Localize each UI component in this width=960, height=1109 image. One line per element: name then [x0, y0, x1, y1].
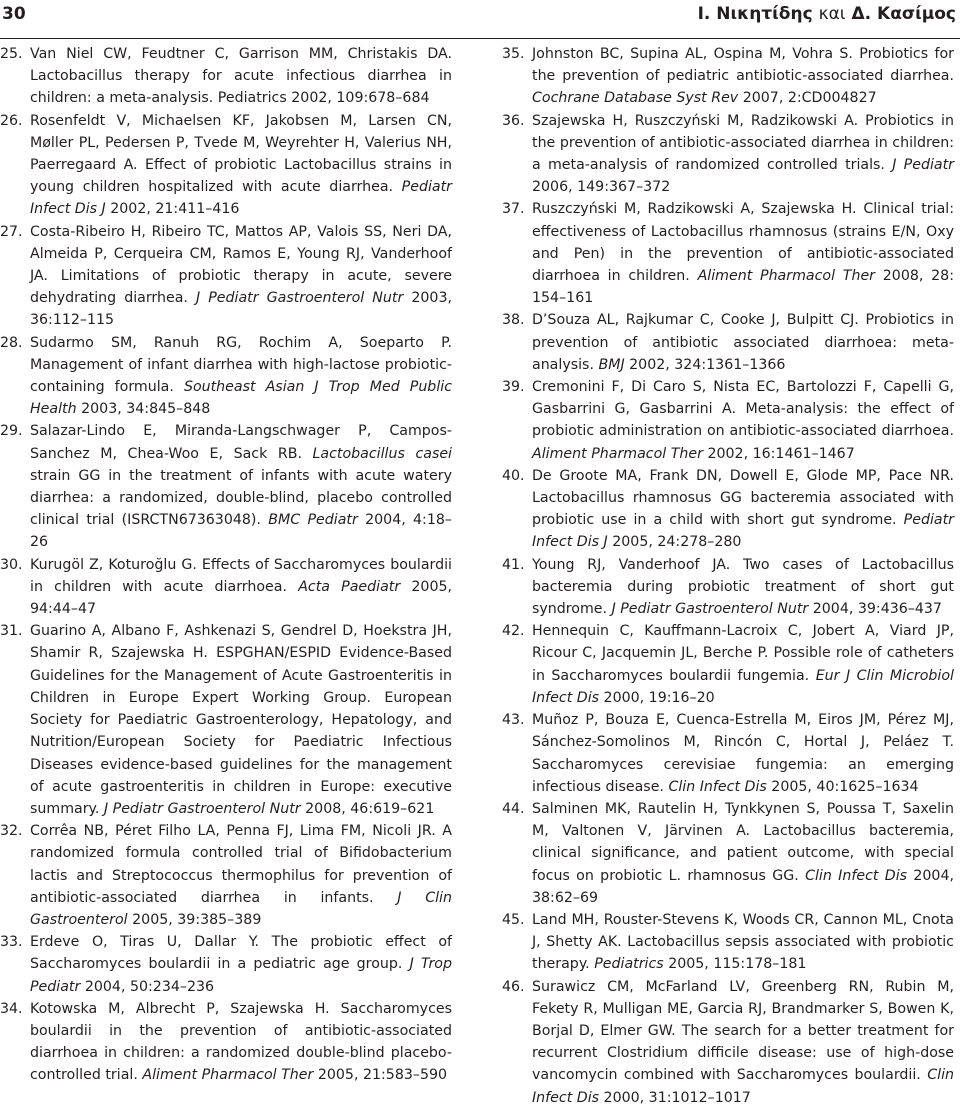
- reference-text: Land MH, Rouster-Stevens K, Woods CR, Cannon ML, Cnota J, Shetty AK. Lactobacillus sepsis associated with probiotic therapy.: [532, 911, 954, 973]
- reference-number: 39.: [502, 379, 525, 396]
- reference-item: [0, 420, 452, 553]
- reference-journal: J Pediatr: [892, 157, 955, 174]
- reference-number: 46.: [502, 978, 525, 995]
- reference-number: 36.: [502, 112, 525, 129]
- reference-number: 28.: [0, 334, 23, 351]
- reference-journal: Cochrane Database Syst Rev: [532, 90, 739, 107]
- reference-text: Sudarmo SM, Ranuh RG, Rochim A, Soeparto P. Management of infant diarrhea with high-lactose probiotic-containing formula.: [30, 334, 452, 396]
- reference-number: 41.: [502, 556, 525, 573]
- reference-text: Hennequin C, Kauffmann-Lacroix C, Jobert A, Viard JP, Ricour C, Jacquemin JL, Berche P. Possible role of catheters in Saccharomyces boulardii fungemia.: [532, 623, 954, 684]
- reference-number: 42.: [502, 623, 525, 640]
- reference-item: [502, 554, 954, 621]
- reference-text: Szajewska H, Ruszczyński M, Radzikowski A. Probiotics in the prevention of antibiotic-associated diarrhea in children: a meta-analysis of randomized controlled trials.: [532, 112, 954, 174]
- reference-number: 34.: [0, 1000, 23, 1017]
- reference-journal: J Pediatr Gastroenterol Nutr: [103, 800, 301, 817]
- reference-item: [502, 198, 954, 309]
- reference-journal: J Pediatr Gastroenterol Nutr: [196, 290, 404, 307]
- reference-number: 33.: [0, 934, 23, 951]
- reference-number: 25.: [0, 46, 23, 62]
- author-second: Δ. Κασίμος: [851, 4, 956, 24]
- reference-journal: Southeast Asian J Trop Med Public Health: [30, 379, 453, 418]
- reference-citation: 2002, 21:411–416: [110, 201, 240, 218]
- reference-journal: J Trop Pediatr: [30, 956, 452, 995]
- reference-journal: Aliment Pharmacol Ther: [697, 268, 876, 285]
- reference-citation: 2003, 36:112–115: [30, 290, 452, 329]
- reference-citation: strain GG in the treatment of infants with acute watery diarrhea: a randomized, double-blind, placebo controlled clinical trial (ISRCTN67363048).: [30, 467, 452, 529]
- reference-item: [0, 221, 452, 332]
- reference-text: Erdeve O, Tiras U, Dallar Y. The probiotic effect of Saccharomyces boulardii in a pediatric age group.: [30, 934, 452, 973]
- reference-number: 35.: [502, 46, 525, 62]
- reference-text: Kurugöl Z, Koturoğlu G. Effects of Saccharomyces boulardii in children with acute diarrhoea.: [30, 556, 452, 595]
- reference-journal: J Pediatr Gastroenterol Nutr: [611, 601, 809, 618]
- reference-text: Young RJ, Vanderhoof JA. Two cases of Lactobacillus bacteremia during probiotic treatment of short gut syndrome.: [532, 556, 954, 618]
- reference-journal: Aliment Pharmacol Ther: [142, 1067, 314, 1084]
- reference-number: 44.: [502, 800, 525, 817]
- reference-text: Muñoz P, Bouza E, Cuenca-Estrella M, Eiros JM, Pérez MJ, Sánchez-Somolinos M, Rincón C, Hortal J, Peláez T. Saccharomyces cerevisiae fungemia: an emerging infectious disease.: [532, 712, 954, 795]
- reference-text: Salminen MK, Rautelin H, Tynkkynen S, Poussa T, Saxelin M, Valtonen V, Järvinen A. Lactobacillus bacteremia, clinical significance, and patient outcome, with special focus on probiotic L. rhamnosus GG.: [532, 800, 954, 884]
- reference-citation: 2004, 39:436–437: [812, 601, 942, 618]
- reference-journal: Aliment Pharmacol Ther: [532, 445, 703, 462]
- reference-column-right: [502, 43, 954, 1109]
- reference-number: 30.: [0, 556, 23, 573]
- reference-citation: 2008, 28: 154–161: [532, 268, 954, 307]
- reference-text: Johnston BC, Supina AL, Ospina M, Vohra S. Probiotics for the prevention of pediatric antibiotic-associated diarrhea.: [532, 46, 954, 85]
- reference-citation: 2000, 19:16–20: [603, 689, 715, 706]
- reference-citation: 2005, 115:178–181: [668, 956, 807, 973]
- reference-citation: 2007, 2:CD004827: [742, 90, 877, 107]
- reference-number: 29.: [0, 423, 23, 440]
- reference-item: [0, 931, 452, 998]
- reference-text: Corrêa NB, Péret Filho LA, Penna FJ, Lima FM, Nicoli JR. A randomized formula controlled trial of Bifidobacterium lactis and Streptococcus thermophilus for prevention of antibiotic-associated diarrhea in infants.: [30, 823, 452, 906]
- reference-journal: BMC Pediatr: [268, 512, 358, 529]
- reference-journal: Clin Infect Dis: [668, 778, 767, 795]
- reference-item: [502, 620, 954, 709]
- running-head-authors: [698, 4, 956, 24]
- reference-text: Surawicz CM, McFarland LV, Greenberg RN, Rubin M, Fekety R, Mulligan ME, Garcia RJ, Brandmarker S, Bowen K, Borjal D, Elmer GW. The search for a better treatment for recurrent Clostridium difficile disease: use of high-dose vancomycin combined with Saccharomyces boulardii.: [532, 978, 954, 1084]
- reference-citation: 2000, 31:1012–1017: [603, 1089, 751, 1106]
- reference-citation: 2005, 39:385–389: [132, 911, 262, 928]
- reference-item: [502, 976, 954, 1109]
- reference-journal: Clin Infect Dis: [532, 1067, 955, 1106]
- reference-journal: Pediatr Infect Dis J: [30, 179, 452, 218]
- reference-journal: Lactobacillus casei: [312, 445, 453, 462]
- reference-text: Guarino A, Albano F, Ashkenazi S, Gendrel D, Hoekstra JH, Shamir R, Szajewska H. ESPGHAN/ESPID Evidence-Based Guidelines for the Management of Acute Gastroenteritis in Children in Europe Expert Working Group. European Society for Paediatric Gastroenterology, Hepatology, and Nutrition/European Society for Paediatric Infectious Diseases evidence-based guidelines for the management of acute gastroenteritis in children in Europe: executive summary.: [30, 623, 452, 817]
- reference-journal: Acta Paediatr: [298, 578, 401, 595]
- reference-number: 32.: [0, 823, 23, 840]
- conjunction: και: [818, 4, 846, 24]
- reference-item: [0, 554, 452, 621]
- reference-citation: 2005, 21:583–590: [317, 1067, 448, 1084]
- reference-journal: Pediatr Infect Dis J: [532, 512, 954, 551]
- reference-number: 27.: [0, 223, 23, 240]
- reference-citation: 2006, 149:367–372: [532, 179, 671, 196]
- reference-item: [502, 465, 954, 554]
- reference-journal: BMJ: [598, 356, 625, 373]
- reference-text: Cremonini F, Di Caro S, Nista EC, Bartolozzi F, Capelli G, Gasbarrini G, Gasbarrini A. Meta-analysis: the effect of probiotic administration on antibiotic-associated diarrhoea.: [532, 379, 954, 440]
- reference-column-left: [0, 43, 452, 1087]
- reference-text: Costa-Ribeiro H, Ribeiro TC, Mattos AP, Valois SS, Neri DA, Almeida P, Cerqueira CM, Ramos E, Young RJ, Vanderhoof JA. Limitations of probiotic therapy in acute, severe dehydrating diarrhea.: [30, 223, 452, 307]
- reference-journal: Pediatrics: [594, 956, 664, 973]
- reference-citation: 2004, 50:234–236: [84, 978, 215, 995]
- reference-text: Van Niel CW, Feudtner C, Garrison MM, Christakis DA. Lactobacillus therapy for acute infectious diarrhea in children: a meta-analysis. Pediatrics 2002, 109:678–684: [30, 46, 452, 107]
- reference-item: [0, 820, 452, 931]
- reference-citation: 2002, 16:1461–1467: [707, 445, 855, 462]
- reference-text: Rosenfeldt V, Michaelsen KF, Jakobsen M, Larsen CN, Møller PL, Pedersen P, Tvede M, Weyrehter H, Valerius NH, Paerregaard A. Effect of probiotic Lactobacillus strains in young children hospitalized with acute diarrhea.: [30, 112, 452, 196]
- reference-number: 26.: [0, 112, 23, 129]
- reference-citation: 2004, 4:18–26: [30, 512, 452, 551]
- reference-text: Salazar-Lindo E, Miranda-Langschwager P, Campos-Sanchez M, Chea-Woo E, Sack RB.: [30, 423, 452, 462]
- reference-journal: Clin Infect Dis: [805, 867, 908, 884]
- reference-item: [502, 43, 954, 110]
- reference-number: 40.: [502, 467, 525, 484]
- reference-journal: J Clin Gastroenterol: [30, 889, 452, 928]
- reference-item: [502, 110, 954, 199]
- reference-number: 45.: [502, 911, 525, 928]
- reference-item: [0, 620, 452, 820]
- reference-item: [502, 798, 954, 909]
- reference-item: [0, 332, 452, 421]
- reference-text: D’Souza AL, Rajkumar C, Cooke J, Bulpitt CJ. Probiotics in prevention of antibiotic associated diarrhoea: meta-analysis.: [532, 312, 954, 373]
- reference-item: [502, 909, 954, 976]
- reference-citation: 2003, 34:845–848: [81, 401, 211, 418]
- reference-item: [0, 43, 452, 110]
- running-header: [0, 0, 960, 39]
- reference-number: 31.: [0, 623, 23, 640]
- author-first: Ι. Νικητίδης: [697, 4, 813, 24]
- reference-journal: Eur J Clin Microbiol Infect Dis: [532, 667, 954, 706]
- reference-item: [0, 110, 452, 221]
- reference-citation: 2005, 40:1625–1634: [771, 778, 919, 795]
- reference-item: [502, 376, 954, 465]
- reference-citation: 2005, 24:278–280: [612, 534, 742, 551]
- reference-citation: 2004, 38:62–69: [532, 867, 954, 906]
- reference-item: [502, 709, 954, 798]
- reference-text: De Groote MA, Frank DN, Dowell E, Glode MP, Pace NR. Lactobacillus rhamnosus GG bacteremia associated with probiotic use in a child with short gut syndrome.: [532, 467, 954, 529]
- reference-number: 38.: [502, 312, 525, 329]
- reference-number: 43.: [502, 712, 525, 729]
- reference-text: Ruszczyński M, Radzikowski A, Szajewska H. Clinical trial: effectiveness of Lactobacillus rhamnosus (strains E/N, Oxy and Pen) in the prevention of antibiotic-associated diarrhoea in children.: [532, 201, 954, 285]
- page-number: 30: [2, 4, 26, 24]
- reference-citation: 2005, 94:44–47: [30, 578, 453, 618]
- reference-citation: 2008, 46:619–621: [305, 800, 435, 817]
- reference-citation: 2002, 324:1361–1366: [629, 356, 786, 373]
- reference-number: 37.: [502, 201, 525, 218]
- reference-text: Kotowska M, Albrecht P, Szajewska H. Saccharomyces boulardii in the prevention of antibiotic-associated diarrhoea in children: a randomized double-blind placebo-controlled trial.: [30, 1000, 452, 1084]
- reference-item: [502, 309, 954, 376]
- reference-item: [0, 998, 452, 1087]
